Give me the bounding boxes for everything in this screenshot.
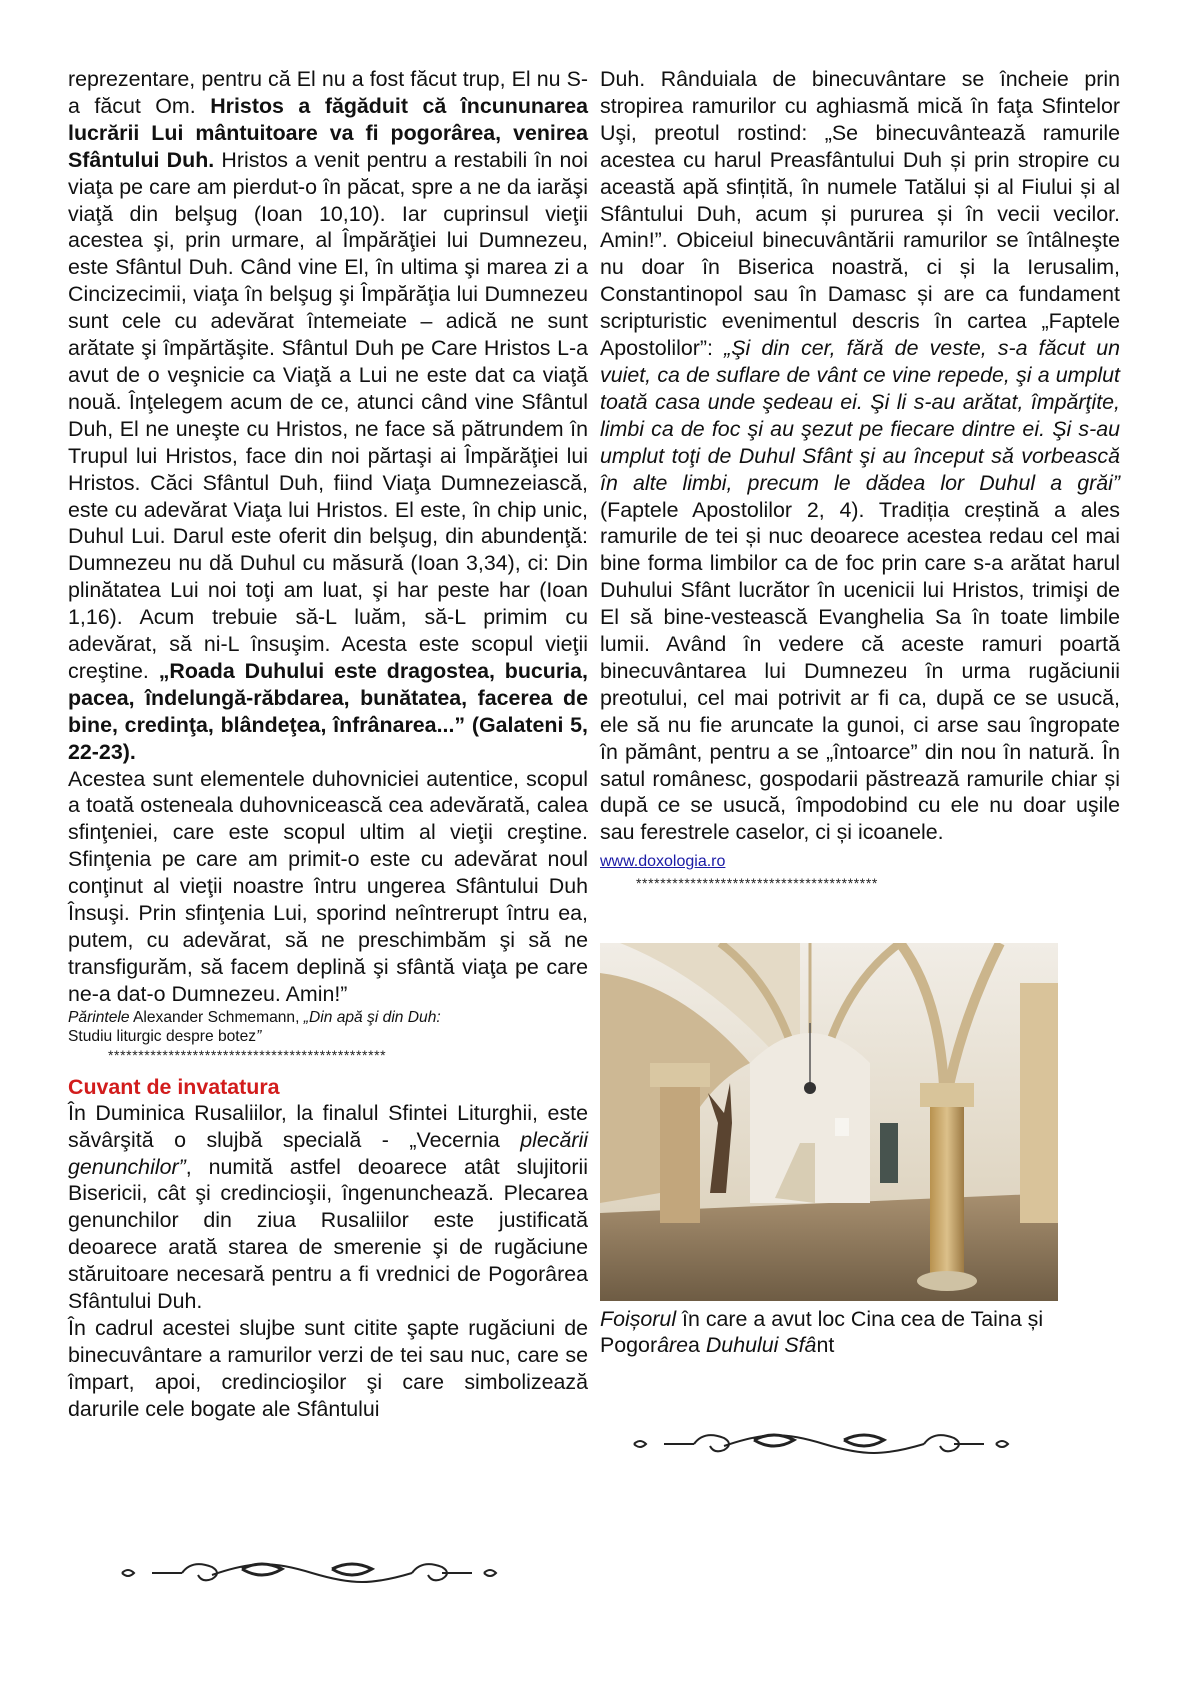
citation (68, 1008, 588, 1046)
citation-role: Părintele (68, 1008, 130, 1026)
caption-run: âre (657, 1333, 689, 1358)
italic-text-run: plecării genunchilor” (68, 1127, 588, 1179)
photo-caption (600, 1306, 1120, 1358)
asterisk-separator: **************************************** (636, 875, 878, 892)
faptele-apostolilor-quote: „Şi din cer, fără de veste, s-a făcut un vuiet, ca de suflare de vânt ce vine repede, şi a umplut toată casa unde şedeau ei. Şi li s-au arătat, împărţite, limbi ca de foc şi au şezut pe fiecare dintre ei. Şi s-au umplut toţi de Duhul Sfânt şi au început să vorbească în alte limbi, precum le dădea lor Duhul a grăi” (600, 336, 1120, 495)
caption-run: a (688, 1333, 706, 1358)
caption-run: Duhului Sfâ (705, 1333, 817, 1358)
text-run: Duh. Rânduiala de binecuvântare se încheie prin stropirea ramurilor cu aghiasmă mică în faţa Sfintelor Uşi, preotul rostind: „Se binecuvântează ramurile acestea cu harul Preasfântului Duh și prin stropire cu această apă sfințită, în numele Tatălui și al Fiului și al Sfântului Duh, acum și pururea și în vecii vecilor. Amin!”. Obiceiul binecuvântării ramurilor se întâlneşte nu doar în Biserica noastră, ci și la Ierusalim, Constantinopol sau în Damasc și are ca fundament scripturistic evenimentul descris în cartea „Faptele Apostolilor”: (600, 67, 1120, 361)
schmemann-conclusion: Acestea sunt elementele duhovniciei autentice, scopul a toată osteneala duhovnicească cea adevărată, calea sfinţeniei, care este scopul ultim al vieţii creştine. Sfinţenia pe care am primit-o este cu adevărat noul conţinut al vieţii noastre întru ungerea Sfântului Duh Însuşi. Prin sfinţenia Lui, sporind neîntrerupt întru ea, putem, cu adevărat, să ne preschimbăm şi să ne transfigurăm, să facem deplină şi sfântă viaţa pe care ne-a dat-o Dumnezeu. Amin!” (68, 766, 588, 1006)
source-link[interactable]: www.doxologia.ro (600, 853, 726, 871)
caption-run: Foișorul (600, 1307, 677, 1332)
schmemann-excerpt (68, 66, 588, 766)
left-column (68, 66, 588, 1646)
citation-title: „Din apă şi din Duh: (303, 1008, 441, 1026)
text-run: În Duminica Rusaliilor, la finalul Sfintei Liturghii, este săvârşită o slujbă specială - „Vecernia (68, 1100, 588, 1152)
newsletter-page (68, 66, 1126, 1646)
cenacle-photo (600, 943, 1058, 1301)
caption-run: nt (816, 1333, 835, 1358)
text-run: reprezentare, pentru că El nu a fost făcut trup, El nu S-a făcut Om. (68, 67, 588, 118)
citation-author: Alexander Schmemann, (129, 1008, 304, 1026)
galateni-quote: „Roada Duhului este dragostea, bucuria, pacea, îndelungă-răbdarea, bunătatea, facerea de bine, credinţa, blândeţea, înfrânarea...” (Galateni 5, 22-23). (68, 658, 588, 764)
photo-illustration (600, 943, 1058, 1301)
right-column (600, 66, 1120, 1646)
scroll-ornament-icon (112, 1557, 512, 1587)
text-run: , numită astfel deoarece atât slujitorii Bisericii, cât şi credincioşii, îngenunchează. Plecarea genunchilor din ziua Rusaliilor este justificată deoarece arată starea de smerenie şi de rugăciune stăruitoare necesară pentru a fi vrednici de Pogorârea Sfântului Duh. (68, 1154, 588, 1314)
scroll-ornament-icon (624, 1428, 1024, 1458)
caption-run: în care a avut loc Cina cea de Taina și Pogor (600, 1307, 1044, 1358)
binecuvantare-paragraph (600, 66, 1120, 846)
rugaciuni-paragraph: În cadrul acestei slujbe sunt citite şapte rugăciuni de binecuvântare a ramurilor verzi de tei sau nuc, care se împart, apoi, credincioşilor şi care simbolizează darurile cele bogate ale Sfântului (68, 1315, 588, 1421)
text-run: (Faptele Apostolilor 2, 4). Tradiția creștină a ales ramurile de tei și nuc deoarece acestea redau cel mai bine forma limbilor ca de foc prin care s-a arătat harul Duhului Sfânt lucrător în ucenicii lui Hristos, trimişi de El să bine-vestească Evanghelia Sa în toate limbile lumii. Având în vedere că aceste ramuri poartă binecuvântarea lui Dumnezeu în urma rugăciunii preotului, cel mai potrivit ar fi ca, după ce se usucă, ele să nu fie aruncate la gunoi, ci arse sau îngropate în pământ, pentru a se „întoarce” din nou în natură. În satul românesc, gospodarii păstrează ramurile chiar și după ce se usucă, împodobind cu ele nu doar uşile sau ferestrele caselor, ci și icoanele. (600, 497, 1120, 845)
text-run: Hristos a venit pentru a restabili în noi viaţa pe care am pierdut-o în păcat, spre a ne da iarăşi viaţă din belşug (Ioan 10,10). Iar cuprinsul vieţii acestea şi, prin urmare, al Împărăţiei lui Dumnezeu, este Sfântul Duh. Când vine El, în ultima şi marea zi a Cincizecimii, viaţa în belşug şi Împărăţia lui Dumnezeu sunt cele cu adevărat întemeiate – adică ne sunt arătate şi împărtăşite. Sfântul Duh pe Care Hristos L-a avut de o veşnicie ca Viaţă a Lui ne este dat ca viaţă nouă. Înţelegem acum de ce, atunci când vine Sfântul Duh, El ne uneşte cu Hristos, ne face să pătrundem în Trupul lui Hristos, face din noi părtaşi ai Împărăţiei lui Hristos. Căci Sfântul Duh, fiind Viaţa Dumnezeiască, este cu adevărat Viaţa lui Hristos. El este, în chip unic, Duhul Lui. Darul este oferit din belşug, din abundenţă: Dumnezeu nu dă Duhul cu măsură (Ioan 3,34), ci: Din plinătatea Lui noi toţi am luat, şi har peste har (Ioan 1,16). Acum trebuie să-L luăm, să-L primim cu adevărat, să ni-L însuşim. Acesta este scopul vieţii creştine. (68, 147, 588, 683)
asterisk-separator: ********************************************** (108, 1046, 387, 1063)
citation-subtitle: Studiu liturgic despre botez (68, 1027, 257, 1045)
rusalii-paragraph (68, 1100, 588, 1315)
section-title: Cuvant de invatatura (68, 1074, 280, 1099)
bold-text-run: Hristos a făgăduit că încununarea lucrării Lui mântuitoare va fi pogorârea, venirea Sfântului Duh. (68, 93, 588, 172)
citation-close-quote: ” (256, 1027, 262, 1045)
